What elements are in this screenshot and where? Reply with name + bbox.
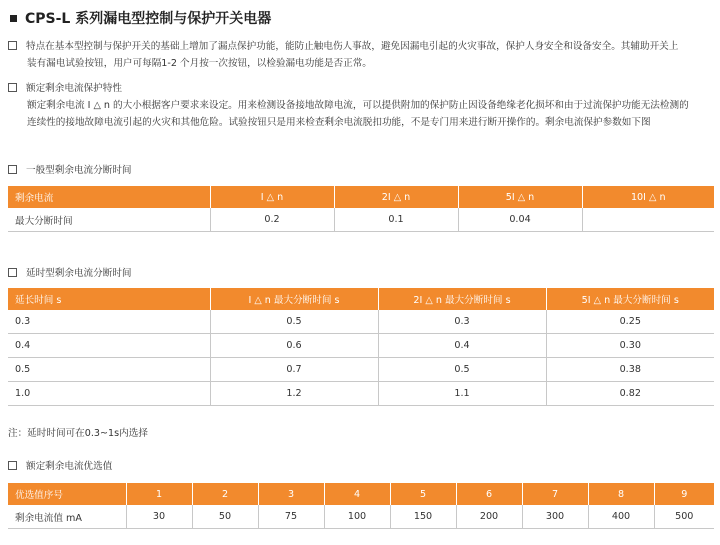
section-heading-delayed	[8, 265, 132, 279]
section-heading-text: 额定剩余电流优选值	[26, 461, 113, 472]
table-header-cell: 10I △ n	[582, 186, 714, 208]
table-header-cell: I △ n 最大分断时间 s	[210, 288, 378, 310]
section-heading-text: 一般型剩余电流分断时间	[26, 165, 132, 176]
table-cell: 最大分断时间	[8, 208, 210, 232]
table-header-cell: 6	[456, 483, 522, 505]
table-row	[8, 358, 714, 382]
table-header-cell: 8	[588, 483, 654, 505]
table-cell: 0.4	[378, 334, 546, 358]
table-cell: 0.30	[546, 334, 714, 358]
table-cell: 0.3	[378, 310, 546, 334]
table-header-cell: 2	[192, 483, 258, 505]
delay-note: 注：延时时间可在0.3~1s内选择	[8, 428, 148, 439]
checkbox-bullet-icon	[8, 41, 17, 50]
table-header-cell: 4	[324, 483, 390, 505]
table-header-cell: I △ n	[210, 186, 334, 208]
intro-paragraph	[8, 38, 714, 72]
title-text: CPS-L 系列漏电型控制与保护开关电器	[25, 11, 272, 27]
table-cell: 50	[192, 505, 258, 529]
characteristics-line-1: 额定剩余电流 I △ n 的大小根据客户要求来设定。用来检测设备接地故障电流，可以提供附加的保护防止因设备绝缘老化损坏和由于过流保护功能无法检测的	[27, 100, 689, 111]
table-cell: 1.0	[8, 382, 210, 406]
table-cell: 150	[390, 505, 456, 529]
table-cell: 0.3	[8, 310, 210, 334]
table-cell: 300	[522, 505, 588, 529]
checkbox-bullet-icon	[8, 165, 17, 174]
checkbox-bullet-icon	[8, 83, 17, 92]
table-row	[8, 505, 714, 529]
table-header-cell: 剩余电流	[8, 186, 210, 208]
general-trip-time-table	[8, 186, 714, 232]
section-heading-text: 延时型剩余电流分断时间	[26, 268, 132, 279]
table-cell: 0.04	[458, 208, 582, 232]
title-bullet-icon	[10, 15, 17, 22]
table-header-cell: 5I △ n	[458, 186, 582, 208]
section-heading-preferred	[8, 458, 112, 472]
table-cell: 0.2	[210, 208, 334, 232]
table-header-cell: 优选值序号	[8, 483, 126, 505]
table-cell: 30	[126, 505, 192, 529]
table-row	[8, 382, 714, 406]
characteristics-line-2: 连续性的接地故障电流引起的火灾和其他危险。试验按钮只是用来检查剩余电流脱扣功能，不是专门用来进行断开操作的。剩余电流保护参数如下图	[27, 117, 651, 128]
section-heading-general	[8, 162, 132, 176]
table-row	[8, 208, 714, 232]
table-row	[8, 334, 714, 358]
intro-line-2: 装有漏电试验按钮，用户可每隔1-2 个月按一次按钮，以检验漏电功能是否正常。	[27, 58, 372, 69]
preferred-values-table	[8, 483, 714, 529]
table-cell: 1.1	[378, 382, 546, 406]
table-cell: 400	[588, 505, 654, 529]
table-cell: 0.5	[210, 310, 378, 334]
table-header-cell: 1	[126, 483, 192, 505]
table-header-row	[8, 288, 714, 310]
characteristics-paragraph	[8, 80, 714, 131]
table-cell: 剩余电流值 mA	[8, 505, 126, 529]
table-cell	[582, 208, 714, 232]
table-cell: 0.25	[546, 310, 714, 334]
table-header-cell: 2I △ n	[334, 186, 458, 208]
table-header-cell: 3	[258, 483, 324, 505]
table-header-cell: 9	[654, 483, 714, 505]
table-cell: 0.6	[210, 334, 378, 358]
table-cell: 200	[456, 505, 522, 529]
characteristics-heading: 额定剩余电流保护特性	[26, 83, 122, 94]
table-cell: 1.2	[210, 382, 378, 406]
checkbox-bullet-icon	[8, 268, 17, 277]
table-cell: 0.5	[8, 358, 210, 382]
table-header-cell: 延长时间 s	[8, 288, 210, 310]
table-cell: 0.1	[334, 208, 458, 232]
table-cell: 0.7	[210, 358, 378, 382]
table-header-cell: 7	[522, 483, 588, 505]
checkbox-bullet-icon	[8, 461, 17, 470]
table-header-row	[8, 186, 714, 208]
delayed-trip-time-table	[8, 288, 714, 406]
table-cell: 0.5	[378, 358, 546, 382]
table-cell: 75	[258, 505, 324, 529]
table-header-cell: 5I △ n 最大分断时间 s	[546, 288, 714, 310]
table-header-cell: 5	[390, 483, 456, 505]
page-title	[10, 8, 271, 28]
table-header-row	[8, 483, 714, 505]
table-cell: 0.4	[8, 334, 210, 358]
table-header-cell: 2I △ n 最大分断时间 s	[378, 288, 546, 310]
table-cell: 100	[324, 505, 390, 529]
table-cell: 0.82	[546, 382, 714, 406]
table-row	[8, 310, 714, 334]
table-cell: 500	[654, 505, 714, 529]
table-cell: 0.38	[546, 358, 714, 382]
intro-line-1: 特点在基本型控制与保护开关的基础上增加了漏点保护功能，能防止触电伤人事故，避免因漏电引起的火灾事故，保护人身安全和设备安全。其辅助开关上	[26, 41, 679, 52]
